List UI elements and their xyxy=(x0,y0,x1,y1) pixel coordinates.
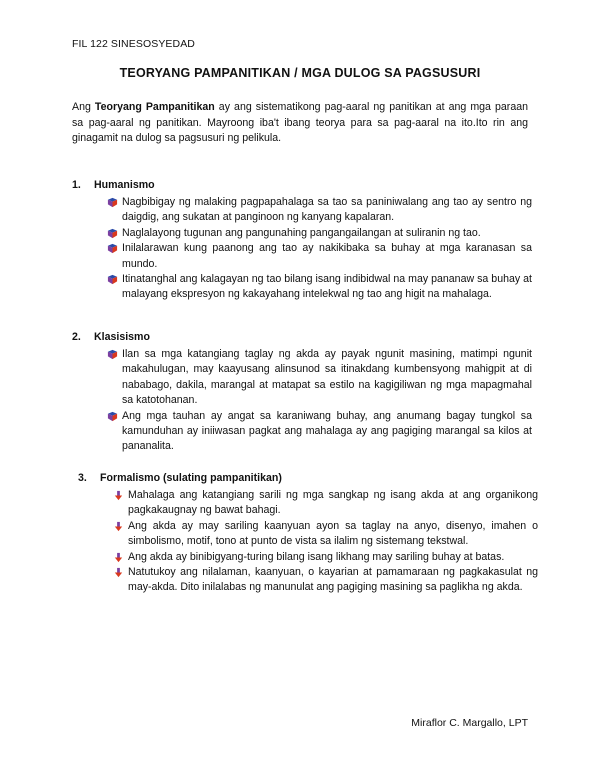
list-item xyxy=(72,195,532,226)
list-item xyxy=(78,519,538,550)
list-item-text: Itinatanghal ang kalagayan ng tao bilang isang indibidwal na may pananaw sa buhay at malayang ekspresyon ng kakayahang intelekwal ng tao ang higit na mahalaga. xyxy=(122,273,532,301)
author-footer: Miraflor C. Margallo, LPT xyxy=(411,717,528,729)
list-item-text: Mahalaga ang katangiang sarili ng mga sangkap ng isang akda at ang organikong pagkakaugnay ng bawat bahagi. xyxy=(128,489,538,517)
arrow-bullet-icon xyxy=(107,197,118,208)
list-item-text: Ang akda ay may sariling kaanyuan ayon sa taglay na anyo, disenyo, imahen o simbolismo, motif, tono at punto de vista sa ilalim ng sistemang tekstwal. xyxy=(128,519,538,548)
arrow-bullet-icon xyxy=(107,274,118,285)
section-number: 1. xyxy=(72,179,81,191)
list-item xyxy=(72,409,532,455)
arrow-down-bullet-icon xyxy=(113,521,124,532)
section-formalismo xyxy=(78,471,538,596)
arrow-bullet-icon xyxy=(107,243,118,254)
intro-prefix: Ang xyxy=(72,101,95,113)
list-item-text: Ang akda ay binibigyang-turing bilang isang likhang may sariling buhay at batas. xyxy=(128,550,505,563)
list-item xyxy=(78,550,538,565)
bullet-list xyxy=(78,488,538,596)
arrow-bullet-icon xyxy=(107,228,118,239)
list-item xyxy=(72,241,532,272)
section-title: Klasisismo xyxy=(94,331,150,343)
intro-paragraph xyxy=(72,100,528,147)
section-number: 3. xyxy=(78,472,87,484)
list-item xyxy=(78,565,538,596)
section-title: Humanismo xyxy=(94,179,155,191)
arrow-down-bullet-icon xyxy=(113,567,124,578)
list-item-text: Natutukoy ang nilalaman, kaanyuan, o kayarian at pamamaraan ng pagkakasulat ng may-akda. Dito inilalabas ng manunulat ang pagiging masining sa paglikha ng akda. xyxy=(128,566,538,594)
list-item-text: Inilalarawan kung paanong ang tao ay nakikibaka sa buhay at mga karanasan sa mundo. xyxy=(122,242,532,270)
section-number: 2. xyxy=(72,331,81,343)
list-item-text: Ilan sa mga katangiang taglay ng akda ay payak ngunit masining, matimpi ngunit makahulugan, may kaayusang alinsunod sa itinakdang kumbensyong mahigpit at di nababago, dakila, marangal at matapat sa estilo na kagigiliwan ng mga mapagmahal sa katotohanan. xyxy=(122,348,532,407)
section-heading xyxy=(72,178,532,193)
arrow-bullet-icon xyxy=(107,411,118,422)
arrow-down-bullet-icon xyxy=(113,552,124,563)
list-item xyxy=(72,272,532,303)
bullet-list xyxy=(72,347,532,455)
list-item xyxy=(72,347,532,409)
intro-bold-term: Teoryang Pampanitikan xyxy=(94,101,215,113)
page-title: TEORYANG PAMPANITIKAN / MGA DULOG SA PAGSUSURI xyxy=(119,66,481,80)
list-item-text: Ang mga tauhan ay angat sa karaniwang buhay, ang anumang bagay tungkol sa kamunduhan ay iniiwasan pagkat ang mahalaga ay ang pagiging marangal sa kilos at pananalita. xyxy=(122,409,532,453)
arrow-down-bullet-icon xyxy=(113,490,124,501)
section-heading xyxy=(78,471,538,486)
section-humanismo xyxy=(72,178,532,303)
section-title: Formalismo (sulating pampanitikan) xyxy=(100,472,282,484)
arrow-bullet-icon xyxy=(107,349,118,360)
list-item xyxy=(72,226,532,241)
section-klasisismo xyxy=(72,330,532,455)
section-heading xyxy=(72,330,532,345)
list-item-text: Naglalayong tugunan ang pangunahing pangangailangan at suliranin ng tao. xyxy=(122,226,481,239)
course-code: FIL 122 SINESOSYEDAD xyxy=(72,38,195,50)
bullet-list xyxy=(72,195,532,303)
list-item-text: Nagbibigay ng malaking pagpapahalaga sa tao sa paniniwalang ang tao ay sentro ng daigdig, ang sukatan at panginoon ng kanyang kapalaran. xyxy=(122,196,532,224)
intro-rest: ay ang sistematikong pag-aaral ng panitikan at ang mga paraan sa pag-aaral ng panitikan. Mayroong iba't ibang teorya para sa pag-aaral na ito.Ito rin ang ginagamit na dulog sa pagsusuri ng pelikula. xyxy=(72,101,528,144)
list-item xyxy=(78,488,538,519)
